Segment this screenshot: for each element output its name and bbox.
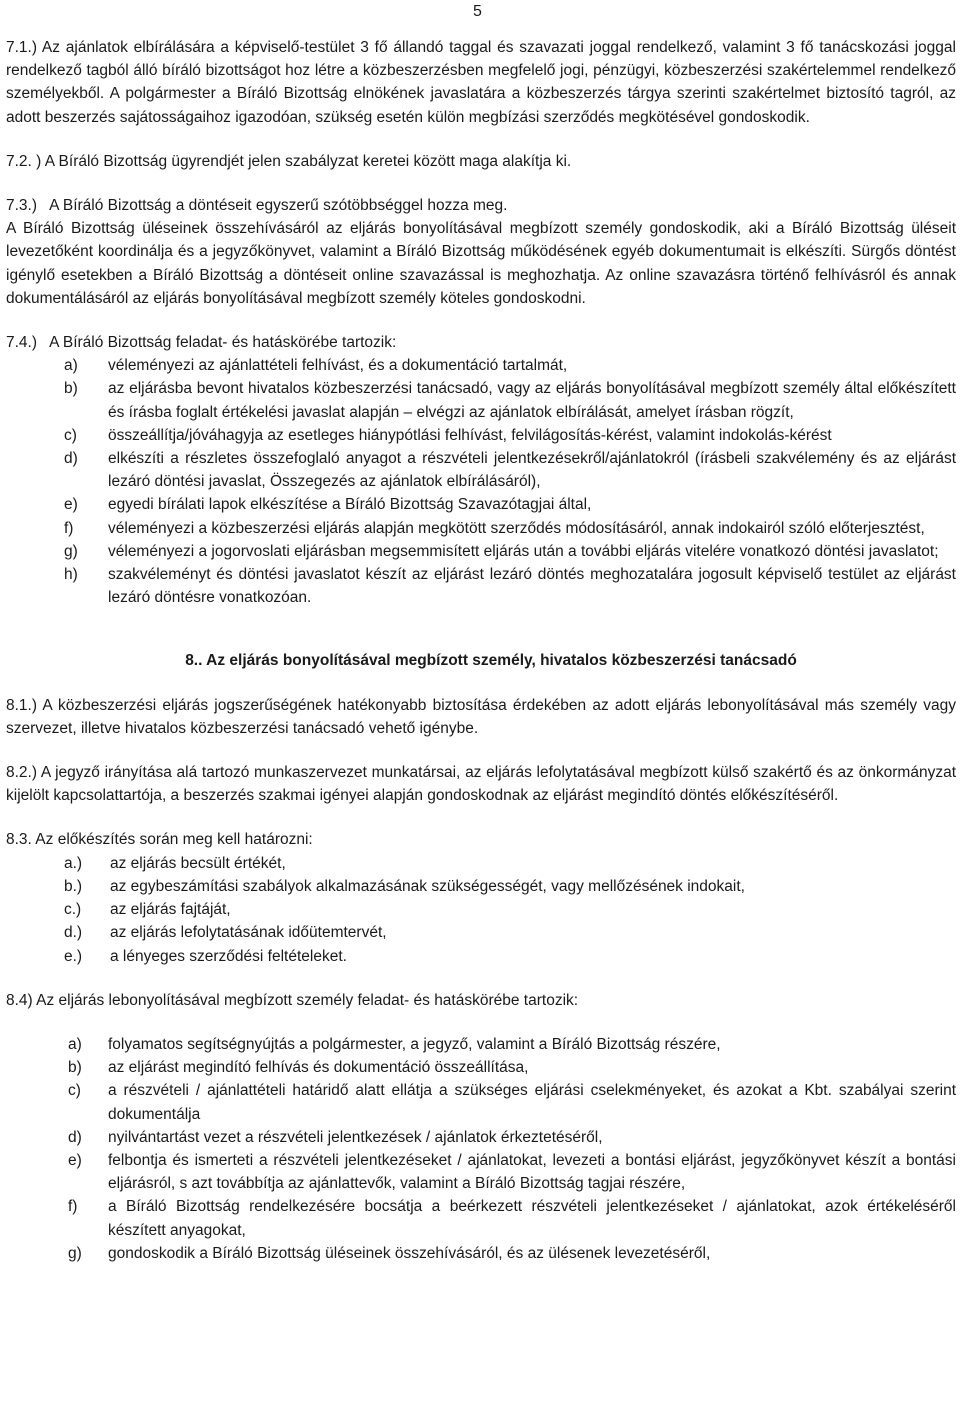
list-item-text: a részvételi / ajánlattételi határidő alatt ellátja a szükséges eljárási cselekményeket, és azokat a Kbt. szabályai szerint dokumentálja bbox=[108, 1082, 956, 1123]
list-item-text: egyedi bírálati lapok elkészítése a Bíráló Bizottság Szavazótagjai által, bbox=[108, 496, 592, 514]
list-item bbox=[6, 563, 956, 609]
list-item-text: véleményezi a jogorvoslati eljárásban megsemmisített eljárás után a további eljárás vitelére vonatkozó döntési javaslatot; bbox=[108, 542, 939, 560]
section-7-3-heading: 7.3.) A Bíráló Bizottság a döntéseit egyszerű szótöbbséggel hozza meg. bbox=[6, 197, 508, 215]
section-8-1: 8.1.) A közbeszerzési eljárás jogszerűségének hatékonyabb biztosítása érdekében az adott eljárás lebonyolításával más személy vagy szervezet, illetve hivatalos közbeszerzési tanácsadó vehető igénybe. bbox=[6, 696, 956, 737]
list-item-text: az eljárás fajtáját, bbox=[110, 901, 231, 919]
list-item bbox=[6, 921, 956, 944]
list-item bbox=[6, 540, 956, 563]
section-7-3-text: A Bíráló Bizottság üléseinek összehívásáról az eljárás bonyolításával megbízott személy gondoskodik, aki a Bíráló Bizottság üléseit levezetőként koordinálja és a jegyzőkönyvet, valamint a Bíráló Bizottság működésének egyéb dokumentumait is elkészíti. Sürgős döntést igénylő esetekben a Bíráló Bizottság a döntéseit online szavazással is meghozhatja. Az online szavazásra történő felhívásról és annak dokumentálásáról az eljárás bonyolításával megbízott személy köteles gondoskodni. bbox=[6, 220, 956, 307]
list-item bbox=[6, 447, 956, 493]
section-7-4-list bbox=[6, 354, 956, 609]
list-item-label: c.) bbox=[64, 901, 82, 919]
list-item-text: összeállítja/jóváhagyja az esetleges hiánypótlási felhívást, felvilágosítás-kérést, valamint indokolás-kérést bbox=[108, 426, 832, 444]
list-item-text: folyamatos segítségnyújtás a polgármester, a jegyző, valamint a Bíráló Bizottság részére, bbox=[108, 1035, 721, 1053]
list-item-label: g) bbox=[64, 542, 78, 560]
section-7-4-heading: 7.4.) A Bíráló Bizottság feladat- és hatáskörébe tartozik: bbox=[6, 334, 397, 352]
list-item-label: a.) bbox=[64, 854, 83, 872]
list-item-label: b) bbox=[64, 380, 78, 398]
list-item-label: d.) bbox=[64, 924, 83, 942]
list-item-text: elkészíti a részletes összefoglaló anyagot a részvételi jelentkezésekről/ajánlatokról (írásbeli szakvélemény és az eljárást lezáró döntési javaslat, Összegezés az ajánlatok elbírálásáról), bbox=[108, 450, 956, 491]
list-item-label: a) bbox=[68, 1035, 82, 1053]
list-item-text: az eljárás lefolytatásának időütemtervét, bbox=[110, 924, 387, 942]
list-item-label: e) bbox=[64, 496, 78, 514]
list-item-text: felbontja és ismerteti a részvételi jelentkezéseket / ajánlatokat, levezeti a bontási eljárást, jegyzőkönyvet készít a bontási eljárásról, s azt továbbítja az ajánlattevők, valamint a Bíráló Bizottság tagjai részére, bbox=[108, 1151, 956, 1193]
list-item-text: a lényeges szerződési feltételeket. bbox=[110, 947, 347, 965]
list-item bbox=[6, 517, 956, 540]
list-item bbox=[6, 852, 956, 875]
list-item bbox=[6, 1149, 956, 1195]
list-item-text: szakvéleményt és döntési javaslatot készít az eljárást lezáró döntés meghozatalára jogosult képviselő testület az eljárást lezáró döntésre vonatkozóan. bbox=[108, 566, 956, 607]
list-item bbox=[6, 1079, 956, 1125]
list-item-text: az egybeszámítási szabályok alkalmazásának szükségességét, vagy mellőzésének indokait, bbox=[110, 877, 745, 895]
list-item bbox=[6, 1126, 956, 1149]
section-8-3-list bbox=[6, 852, 956, 968]
section-8-4-heading: 8.4) Az eljárás lebonyolításával megbízott személy feladat- és hatáskörébe tartozik: bbox=[6, 991, 579, 1009]
list-item bbox=[6, 945, 956, 968]
document-body bbox=[6, 36, 956, 1265]
list-item-label: g) bbox=[68, 1244, 82, 1262]
list-item-text: az eljárás becsült értékét, bbox=[110, 854, 286, 872]
list-item bbox=[6, 1242, 956, 1265]
list-item-text: véleményezi a közbeszerzési eljárás alapján megkötött szerződés módosításáról, annak indokairól szóló előterjesztést, bbox=[108, 519, 925, 537]
section-7-1: 7.1.) Az ajánlatok elbírálására a képviselő-testület 3 fő állandó taggal és szavazati joggal rendelkező, valamint 3 fő tanácskozási joggal rendelkező tagból álló bíráló bizottságot hoz létre a közbeszerzésben megfelelő jogi, pénzügyi, közbeszerzési szakértelemmel rendelkező személyekből. A polgármester a Bíráló Bizottság elnökének javaslatára a közbeszerzés tárgya szerinti szakértelmet biztosító tagról, az adott beszerzés sajátosságaihoz igazodóan, szükség esetén külön megbízási szerződés megkötésével gondoskodik. bbox=[6, 39, 956, 126]
list-item-label: h) bbox=[64, 566, 78, 584]
list-item-label: e.) bbox=[64, 947, 83, 965]
list-item-label: c) bbox=[64, 426, 77, 444]
list-item bbox=[6, 424, 956, 447]
list-item-label: d) bbox=[68, 1128, 82, 1146]
section-7-2: 7.2. ) A Bíráló Bizottság ügyrendjét jelen szabályzat keretei között maga alakítja ki. bbox=[6, 152, 572, 170]
list-item-text: nyilvántartást vezet a részvételi jelentkezések / ajánlatok érkeztetéséről, bbox=[108, 1128, 603, 1146]
list-item-label: e) bbox=[68, 1151, 82, 1169]
list-item-text: az eljárásba bevont hivatalos közbeszerzési tanácsadó, vagy az eljárás bonyolításával megbízott személy által előkészített és írásba foglalt értékelési javaslat alapján – elvégzi az ajánlatok elbírálását, amelyet írásban rögzít, bbox=[108, 380, 956, 421]
list-item-label: f) bbox=[64, 519, 74, 537]
page-number: 5 bbox=[473, 3, 482, 20]
list-item-label: b.) bbox=[64, 877, 83, 895]
section-8-4-list bbox=[6, 1033, 956, 1265]
list-item bbox=[6, 377, 956, 423]
list-item-text: gondoskodik a Bíráló Bizottság üléseinek összehívásáról, és az ülésenek levezetéséről, bbox=[108, 1244, 711, 1262]
list-item-label: d) bbox=[64, 450, 78, 468]
list-item bbox=[6, 354, 956, 377]
list-item-text: az eljárást megindító felhívás és dokumentáció összeállítása, bbox=[108, 1059, 529, 1077]
list-item-label: c) bbox=[68, 1082, 81, 1100]
list-item bbox=[6, 1056, 956, 1079]
section-8-heading: 8.. Az eljárás bonyolításával megbízott személy, hivatalos közbeszerzési tanácsadó bbox=[185, 652, 797, 670]
list-item bbox=[6, 875, 956, 898]
list-item bbox=[6, 1195, 956, 1241]
list-item-text: véleményezi az ajánlattételi felhívást, és a dokumentáció tartalmát, bbox=[108, 357, 568, 375]
list-item bbox=[6, 493, 956, 516]
list-item bbox=[6, 1033, 956, 1056]
list-item-label: f) bbox=[68, 1198, 78, 1216]
section-8-3-heading: 8.3. Az előkészítés során meg kell határozni: bbox=[6, 831, 313, 849]
list-item-text: a Bíráló Bizottság rendelkezésére bocsátja a beérkezett részvételi jelentkezéseket / ajánlatokat, azok értékeléséről készített anyagokat, bbox=[108, 1198, 956, 1239]
list-item bbox=[6, 898, 956, 921]
section-8-2: 8.2.) A jegyző irányítása alá tartozó munkaszervezet munkatársai, az eljárás lefolytatásával megbízott külső szakértő és az önkormányzat kijelölt kapcsolattartója, a beszerzés szakmai igényei alapján gondoskodnak az eljárást megindító döntés előkészítéséről. bbox=[6, 764, 956, 805]
list-item-label: a) bbox=[64, 357, 78, 375]
list-item-label: b) bbox=[68, 1059, 82, 1077]
